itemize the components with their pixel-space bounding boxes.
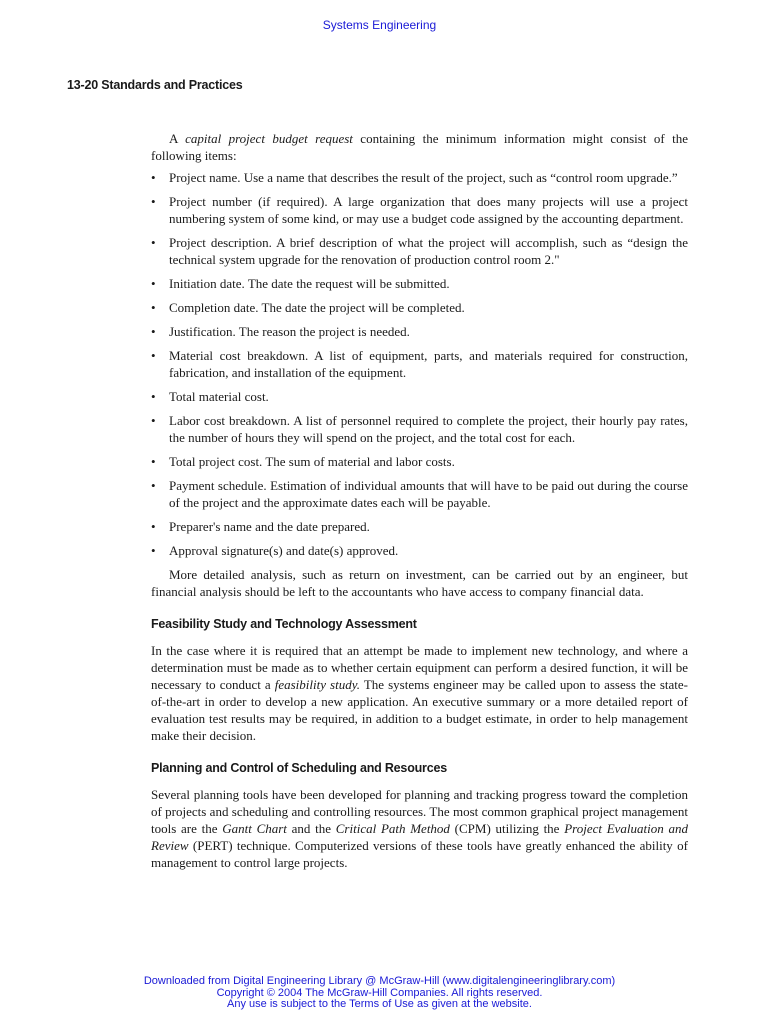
list-item: • Preparer's name and the date prepared.	[151, 518, 688, 535]
list-item: • Total material cost.	[151, 388, 688, 405]
list-item: • Project name. Use a name that describes the result of the project, such as “control room upgrade.”	[151, 169, 688, 186]
list-item: • Project number (if required). A large organization that does many projects will use a project numbering system of some kind, or may use a budget code assigned by the accounting department.	[151, 193, 688, 227]
list-item: • Project description. A brief description of what the project will accomplish, such as “design the technical system upgrade for the renovation of production control room 2."	[151, 234, 688, 268]
footer-terms-link[interactable]: Any use is subject to the Terms of Use as given at the website.	[227, 998, 532, 1010]
list-item: • Payment schedule. Estimation of individual amounts that will have to be paid out during the course of the project and the approximate dates each will be payable.	[151, 477, 688, 511]
budget-items-list	[151, 169, 688, 559]
running-header: Systems Engineering	[322, 18, 437, 32]
footer-copyright: Copyright © 2004 The McGraw-Hill Companies. All rights reserved.	[216, 986, 543, 999]
list-item: • Completion date. The date the project will be completed.	[151, 299, 688, 316]
planning-heading: Planning and Control of Scheduling and Resources	[151, 761, 447, 775]
planning-paragraph: Several planning tools have been developed for planning and tracking progress toward the completion of projects and scheduling and controlling resources. The most common graphical project management tools are the Gantt Chart and the Critical Path Method (CPM) utilizing the Project Evaluation and Review (PERT) technique. Computerized versions of these tools have greatly enhanced the ability of management to control large projects.	[151, 787, 688, 870]
feasibility-paragraph: In the case where it is required that an attempt be made to implement new technology, and where a determination must be made as to whether certain equipment can perform a desired function, it will be necessary to conduct a feasibility study. The systems engineer may be called upon to assess the state-of-the-art in order to develop a new application. An executive summary or a more detailed report of evaluation test results may be required, in addition to a budget estimate, in order to help management make their decision.	[151, 643, 688, 743]
list-item: • Approval signature(s) and date(s) approved.	[151, 542, 688, 559]
page-body	[151, 130, 688, 871]
section-title: 13-20 Standards and Practices	[67, 78, 243, 92]
list-item: • Material cost breakdown. A list of equipment, parts, and materials required for construction, fabrication, and installation of the equipment.	[151, 347, 688, 381]
list-item: • Total project cost. The sum of material and labor costs.	[151, 453, 688, 470]
intro-paragraph: A capital project budget request containing the minimum information might consist of the following items:	[151, 131, 688, 163]
feasibility-heading: Feasibility Study and Technology Assessment	[151, 617, 417, 631]
list-item: • Labor cost breakdown. A list of personnel required to complete the project, their hourly pay rates, the number of hours they will spend on the project, and the total cost for each.	[151, 412, 688, 446]
list-item: • Justification. The reason the project is needed.	[151, 323, 688, 340]
analysis-paragraph: More detailed analysis, such as return on investment, can be carried out by an engineer, but financial analysis should be left to the accountants who have access to company financial data.	[151, 567, 688, 599]
footer-download-link[interactable]: Downloaded from Digital Engineering Library @ McGraw-Hill (www.digitalengineeringlibrary.com)	[143, 975, 616, 987]
list-item: • Initiation date. The date the request will be submitted.	[151, 275, 688, 292]
footer-notice	[0, 976, 759, 1011]
